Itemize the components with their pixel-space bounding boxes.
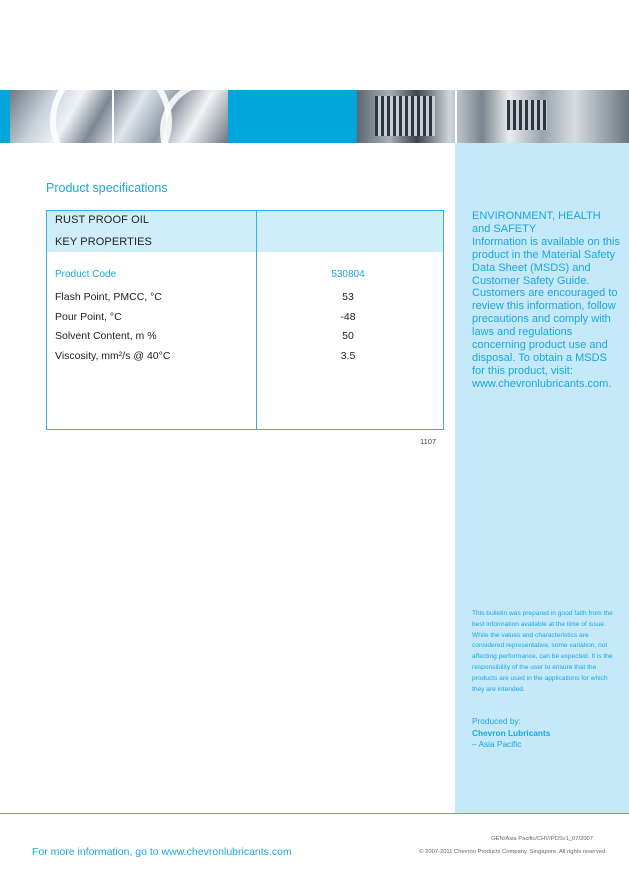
table-row: [47, 311, 443, 327]
row-value: 53: [342, 291, 354, 303]
row-value: -48: [340, 311, 356, 323]
table-row: [47, 291, 443, 307]
footer-info-link[interactable]: For more information, go to www.chevronlubricants.com: [32, 846, 292, 858]
table-row: [47, 350, 443, 366]
banner-divider: [455, 90, 457, 143]
footer-doc-ref: GEN/Asia Pacific/CHV/PDSv1_07/2007: [491, 836, 593, 842]
section-title: Product specifications: [46, 181, 168, 195]
document-code: 1107: [420, 437, 437, 446]
footer-copyright: © 2007-2011 Chevron Products Company. Singapore. All rights reserved.: [419, 849, 607, 855]
row-label: Product Code: [55, 269, 117, 280]
row-value: 50: [342, 330, 354, 342]
row-label: Solvent Content, m %: [55, 330, 157, 342]
row-value: 530804: [331, 269, 365, 280]
footer-rule: [0, 813, 629, 814]
machinery-photo: [357, 90, 629, 143]
bulletin-disclaimer: This bulletin was prepared in good faith from the best information available at the time of issue. While the values and characteristics are considered representative, some variation, not affecting performance, can be expected. It is the responsibility of the user to ensure that the products are used in the applications for which they are intended.: [472, 610, 613, 693]
produced-by: [472, 716, 617, 751]
product-name: RUST PROOF OIL: [55, 214, 150, 226]
key-properties-heading: KEY PROPERTIES: [55, 236, 152, 248]
row-value: 3.5: [340, 350, 356, 362]
row-label: Viscosity, mm²/s @ 40°C: [55, 350, 171, 362]
banner-divider: [112, 90, 114, 143]
row-label: Flash Point, PMCC, °C: [55, 291, 162, 303]
table-row: [47, 269, 443, 285]
table-row: [47, 330, 443, 346]
row-label: Pour Point, °C: [55, 311, 122, 323]
bearing-photo: [10, 90, 228, 143]
spec-table: [46, 210, 444, 430]
region: – Asia Pacific: [472, 739, 522, 749]
env-body: Information is available on this product in the Material Safety Data Sheet (MSDS) and Customer Safety Guide. Customers are encouraged to review this information, follow precautions and comply with laws and regulations concerning product use and disposal. To obtain a MSDS for this product, visit: www.chevronlubricants.com.: [472, 235, 620, 390]
company-name: Chevron Lubricants: [472, 727, 551, 738]
produced-by-label: Produced by:: [472, 716, 521, 726]
environment-health-safety: [472, 210, 622, 391]
env-title: and SAFETY: [472, 222, 537, 235]
env-title: ENVIRONMENT, HEALTH: [472, 210, 601, 222]
